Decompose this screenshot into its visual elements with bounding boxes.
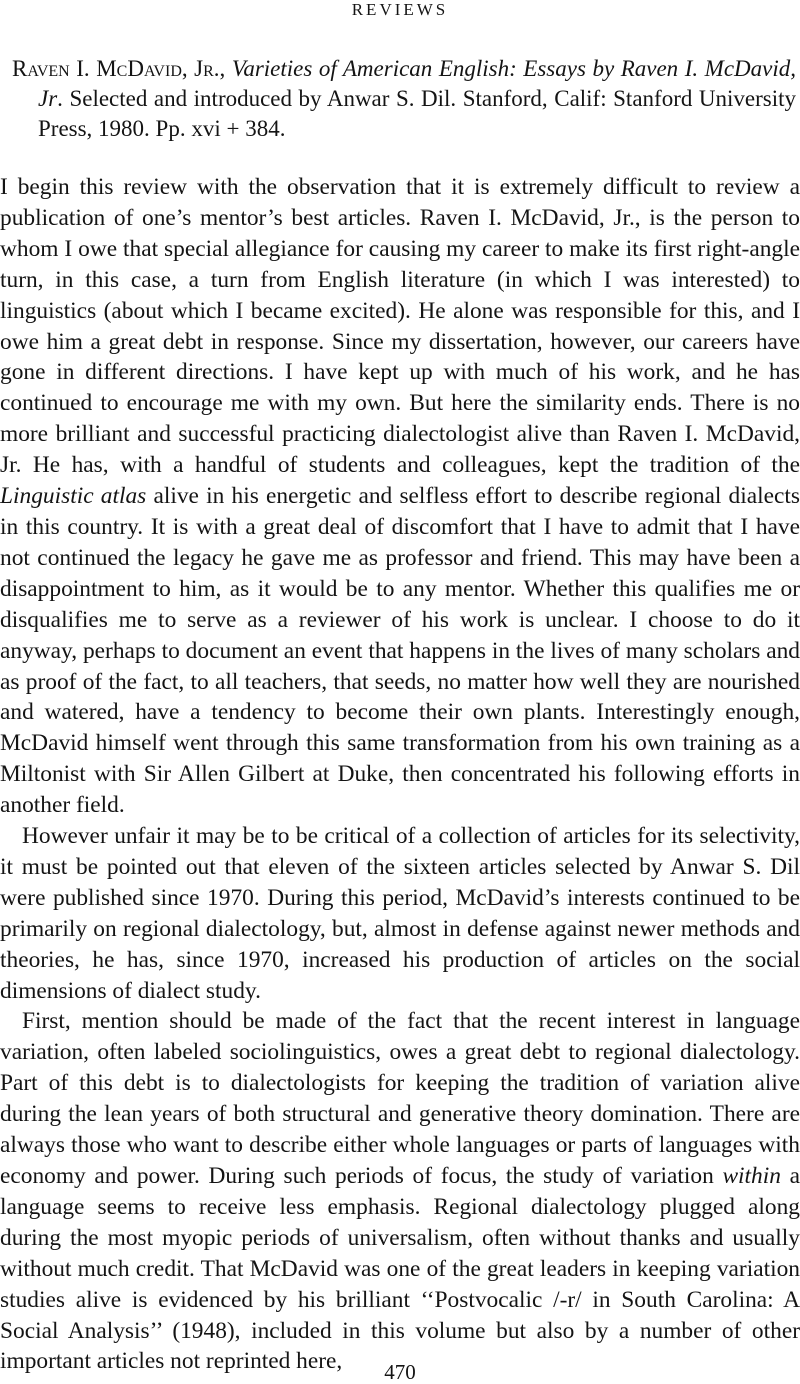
reviewed-author: Raven I. McDavid, Jr. [12,56,220,81]
publication-details: . Selected and introduced by Anwar S. Dil. Stanford, Calif: Stanford University Press, 1980. Pp. xvi + 384. [38,86,796,141]
running-head: REVIEWS [351,0,449,19]
paragraph-3 [0,1006,800,1377]
citation-separator: , [219,56,232,81]
page-number: 470 [384,1360,416,1384]
paragraph-1-text-b: alive in his energetic and selfless effort to describe regional dialects in this country. It is with a great deal of discomfort that I have to admit that I have not continued the legacy he gave me as professor and friend. This may have been a disappointment to him, as it would be to any mentor. Whether this qualifies me or disqualifies me to serve as a reviewer of his work is unclear. I choose to do it anyway, perhaps to document an event that happens in the lives of many scholars and as proof of the fact, to all teachers, that seeds, no matter how well they are nourished and watered, have a tendency to become their own plants. Interestingly enough, McDavid himself went through this same transformation from his own training as a Miltonist with Sir Allen Gilbert at Duke, then concentrated his following efforts in another field. [0,483,800,819]
paragraph-1-text-a: I begin this review with the observation that it is extremely difficult to review a publication of one’s mentor’s best articles. Raven I. McDavid, Jr., is the person to whom I owe that special allegiance for causing my career to make its first right-angle turn, in this case, a turn from English literature (in which I was interested) to linguistics (about which I became excited). He alone was responsible for this, and I owe him a great debt in response. Since my dissertation, however, our careers have gone in different directions. I have kept up with much of his work, and he has continued to encourage me with my own. But here the similarity ends. There is no more brilliant and successful practicing dialectologist alive than Raven I. McDavid, Jr. He has, with a handful of students and colleagues, kept the tradition of the [0,174,800,479]
paragraph-3-text-a: First, mention should be made of the fact that the recent interest in language variation, often labeled sociolinguistics, owes a great debt to regional dialectology. Part of this debt is to dialectologists for keeping the tradition of variation alive during the lean years of both structural and generative theory domination. There are always those who want to describe either whole languages or parts of languages with economy and power. During such periods of focus, the study of variation [0,1008,800,1189]
review-citation [12,54,796,144]
book-title: Varieties of American English: Essays by Raven I. McDavid, Jr [38,56,796,111]
paragraph-1-italic: Linguistic atlas [0,483,147,510]
paragraph-2: However unfair it may be to be critical of a collection of articles for its selectivity, it must be pointed out that eleven of the sixteen articles selected by Anwar S. Dil were published since 1970. During this period, McDavid’s interests continued to be primarily on regional dialectology, but, almost in defense against newer methods and theories, he has, since 1970, increased his production of articles on the social dimensions of dialect study. [0,823,800,1004]
paragraph-3-text-b: a language seems to receive less emphasis. Regional dialectology plugged along during the most myopic periods of universalism, often without thanks and usually without much credit. That McDavid was one of the great leaders in keeping variation studies alive is evidenced by his brilliant ‘‘Postvocalic /-r/ in South Carolina: A Social Analysis’’ (1948), included in this volume but also by a number of other important articles not reprinted here, [0,1163,800,1375]
paragraph-3-italic: within [722,1163,781,1189]
paragraph-1 [0,172,800,821]
review-body [0,172,800,1377]
